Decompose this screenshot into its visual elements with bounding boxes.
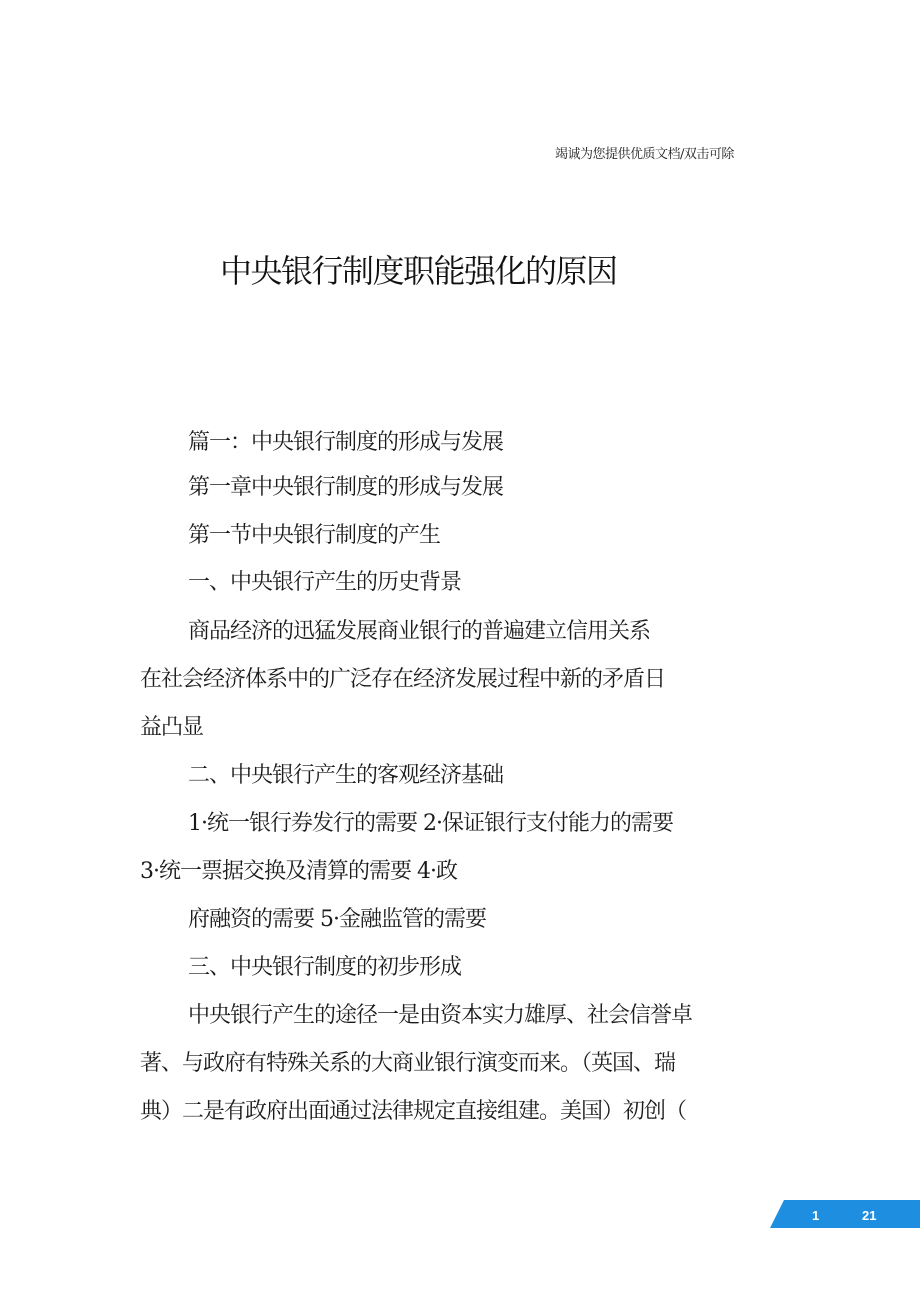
body-line: 在社会经济体系中的广泛存在经济发展过程中新的矛盾日	[140, 667, 666, 692]
body-line: 二、中央银行产生的客观经济基础	[188, 763, 504, 788]
body-line: 府融资的需要 5·金融监管的需要	[188, 907, 486, 932]
body-line: 著、与政府有特殊关系的大商业银行演变而来。（英国、瑞	[140, 1051, 676, 1076]
body-line: 中央银行产生的途径一是由资本实力雄厚、社会信誉卓	[188, 1003, 693, 1028]
body-line: 篇一：中央银行制度的形成与发展	[188, 430, 504, 455]
body-line: 第一章中央银行制度的形成与发展	[188, 475, 504, 500]
document-title: 中央银行制度职能强化的原因	[220, 252, 617, 290]
page-current: 1	[812, 1208, 820, 1223]
body-line: 三、中央银行制度的初步形成	[188, 955, 462, 980]
body-line: 商品经济的迅猛发展商业银行的普遍建立信用关系	[188, 619, 651, 644]
body-line: 3·统一票据交换及清算的需要 4·政	[140, 859, 457, 884]
body-line: 益凸显	[140, 715, 204, 740]
body-line: 一、中央银行产生的历史背景	[188, 570, 462, 595]
header-note: 竭诚为您提供优质文档/双击可除	[555, 147, 734, 162]
page-total: 21	[862, 1208, 877, 1223]
body-line: 第一节中央银行制度的产生	[188, 523, 441, 548]
body-line: 1·统一银行券发行的需要 2·保证银行支付能力的需要	[188, 811, 673, 836]
footer-page-bar	[770, 1200, 920, 1228]
page-bar-shape	[770, 1200, 920, 1228]
body-line: 典）二是有政府出面通过法律规定直接组建。美国）初创（	[140, 1099, 687, 1124]
